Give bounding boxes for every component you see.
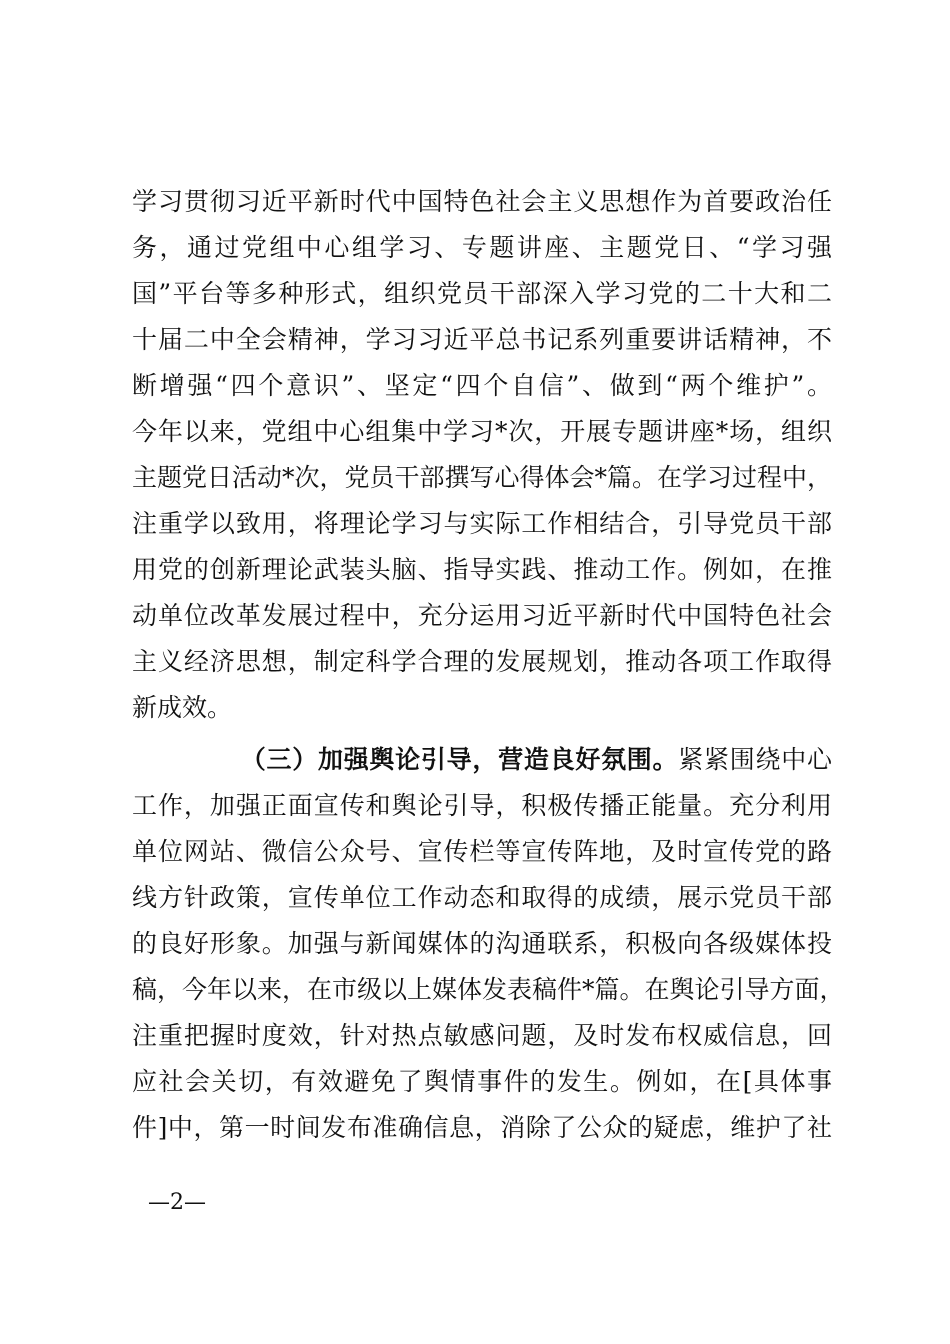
body-text-line: 稿，今年以来，在市级以上媒体发表稿件*篇。在舆论引导方面，: [132, 975, 845, 1004]
body-text-line: 注重学以致用，将理论学习与实际工作相结合，引导党员干部: [132, 509, 832, 538]
body-text-line: 国”平台等多种形式，组织党员干部深入学习党的二十大和二: [132, 279, 832, 308]
section-heading-line: [132, 738, 832, 782]
body-text-line: 的良好形象。加强与新闻媒体的沟通联系，积极向各级媒体投: [132, 929, 832, 958]
body-text-line: 新成效。: [132, 693, 233, 722]
body-text-line: 线方针政策，宣传单位工作动态和取得的成绩，展示党员干部: [132, 883, 832, 912]
body-text-line: 十届二中全会精神，学习习近平总书记系列重要讲话精神，不: [132, 325, 832, 354]
body-text-line: 动单位改革发展过程中，充分运用习近平新时代中国特色社会: [132, 601, 832, 630]
body-text-line: 用党的创新理论武装头脑、指导实践、推动工作。例如，在推: [132, 555, 832, 584]
body-text-line: 件]中，第一时间发布准确信息，消除了公众的疑虑，维护了社: [132, 1113, 832, 1142]
body-text-line: 单位网站、微信公众号、宣传栏等宣传阵地，及时宣传党的路: [132, 837, 832, 866]
section-heading: （三）加强舆论引导，营造良好氛围。: [240, 745, 679, 774]
body-text-line: 主义经济思想，制定科学合理的发展规划，推动各项工作取得: [132, 647, 832, 676]
body-text-line: 学习贯彻习近平新时代中国特色社会主义思想作为首要政治任: [132, 187, 832, 216]
body-text-line: 主题党日活动*次，党员干部撰写心得体会*篇。在学习过程中，: [132, 463, 833, 492]
body-text-line: 注重把握时度效，针对热点敏感问题，及时发布权威信息，回: [132, 1021, 832, 1050]
section-text: 紧紧围绕中心: [678, 745, 832, 774]
body-text-line: 务，通过党组中心组学习、专题讲座、主题党日、“学习强: [132, 233, 832, 262]
body-text-line: 今年以来，党组中心组集中学习*次，开展专题讲座*场，组织: [132, 417, 832, 446]
body-text-line: 应社会关切，有效避免了舆情事件的发生。例如，在[具体事: [132, 1067, 832, 1096]
page-number: —2—: [148, 1190, 206, 1215]
body-text-line: 工作，加强正面宣传和舆论引导，积极传播正能量。充分利用: [132, 791, 832, 820]
body-text-line: 断增强“四个意识”、坚定“四个自信”、做到“两个维护”。: [132, 371, 832, 400]
